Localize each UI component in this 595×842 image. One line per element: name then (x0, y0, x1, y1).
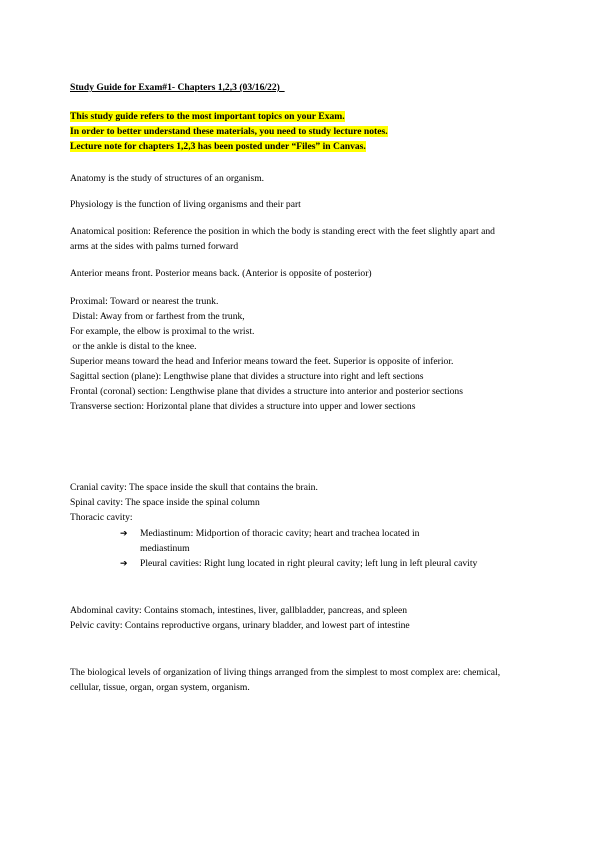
arrow-bullet-icon: ➔ (120, 528, 128, 538)
thoracic-bullets (120, 526, 530, 571)
physiology-definition: Physiology is the function of living organisms and their part (70, 199, 301, 210)
term-line: Superior means toward the head and Inferior means toward the feet. Superior is opposite of inferior. (70, 356, 454, 367)
term-line: Sagittal section (plane): Lengthwise plane that divides a structure into right and left sections (70, 371, 424, 382)
abdominopelvic-cavities (70, 603, 540, 633)
anatomy-definition: Anatomy is the study of structures of an organism. (70, 173, 265, 184)
term-line: or the ankle is distal to the knee. (70, 341, 197, 352)
anatomical-position-definition: Anatomical position: Reference the position in which the body is standing erect with the feet slightly apart and arms at the sides with palms turned forward (70, 226, 495, 252)
arrow-bullet-icon: ➔ (120, 558, 128, 568)
list-item (120, 526, 530, 556)
anterior-posterior-definition: Anterior means front. Posterior means back. (Anterior is opposite of posterior) (70, 268, 372, 279)
spinal-cavity: Spinal cavity: The space inside the spinal column (70, 497, 260, 508)
term-line: Frontal (coronal) section: Lengthwise plane that divides a structure into anterior and posterior sections (70, 386, 463, 397)
directional-terms (70, 294, 540, 414)
term-line: Transverse section: Horizontal plane that divides a structure into upper and lower sections (70, 401, 416, 412)
bullet-text: Pleural cavities: Right lung located in right pleural cavity; left lung in left pleural cavity (140, 558, 478, 569)
highlight-line: This study guide refers to the most important topics on your Exam. (70, 111, 345, 122)
term-line: For example, the elbow is proximal to the wrist. (70, 326, 255, 337)
highlight-line: In order to better understand these materials, you need to study lecture notes. (70, 126, 388, 137)
pelvic-cavity: Pelvic cavity: Contains reproductive organs, urinary bladder, and lowest part of intestine (70, 620, 410, 631)
term-line: Proximal: Toward or nearest the trunk. (70, 296, 219, 307)
levels-of-organization: The biological levels of organization of living things arranged from the simplest to most complex are: chemical, cellular, tissue, organ, organ system, organism. (70, 667, 501, 693)
body-cavities (70, 480, 540, 525)
thoracic-cavity: Thoracic cavity: (70, 512, 133, 523)
abdominal-cavity: Abdominal cavity: Contains stomach, intestines, liver, gallbladder, pancreas, and spleen (70, 605, 408, 616)
highlight-line: Lecture note for chapters 1,2,3 has been posted under “Files” in Canvas. (70, 141, 366, 152)
term-line: Distal: Away from or farthest from the trunk, (70, 311, 245, 322)
document-title: Study Guide for Exam#1- Chapters 1,2,3 (03/16/22) (70, 82, 285, 93)
cranial-cavity: Cranial cavity: The space inside the skull that contains the brain. (70, 482, 318, 493)
highlight-notice (70, 109, 540, 154)
document-title-block (70, 80, 540, 95)
list-item (120, 556, 530, 571)
bullet-text: Mediastinum: Midportion of thoracic cavity; heart and trachea located in mediastinum (140, 528, 420, 554)
